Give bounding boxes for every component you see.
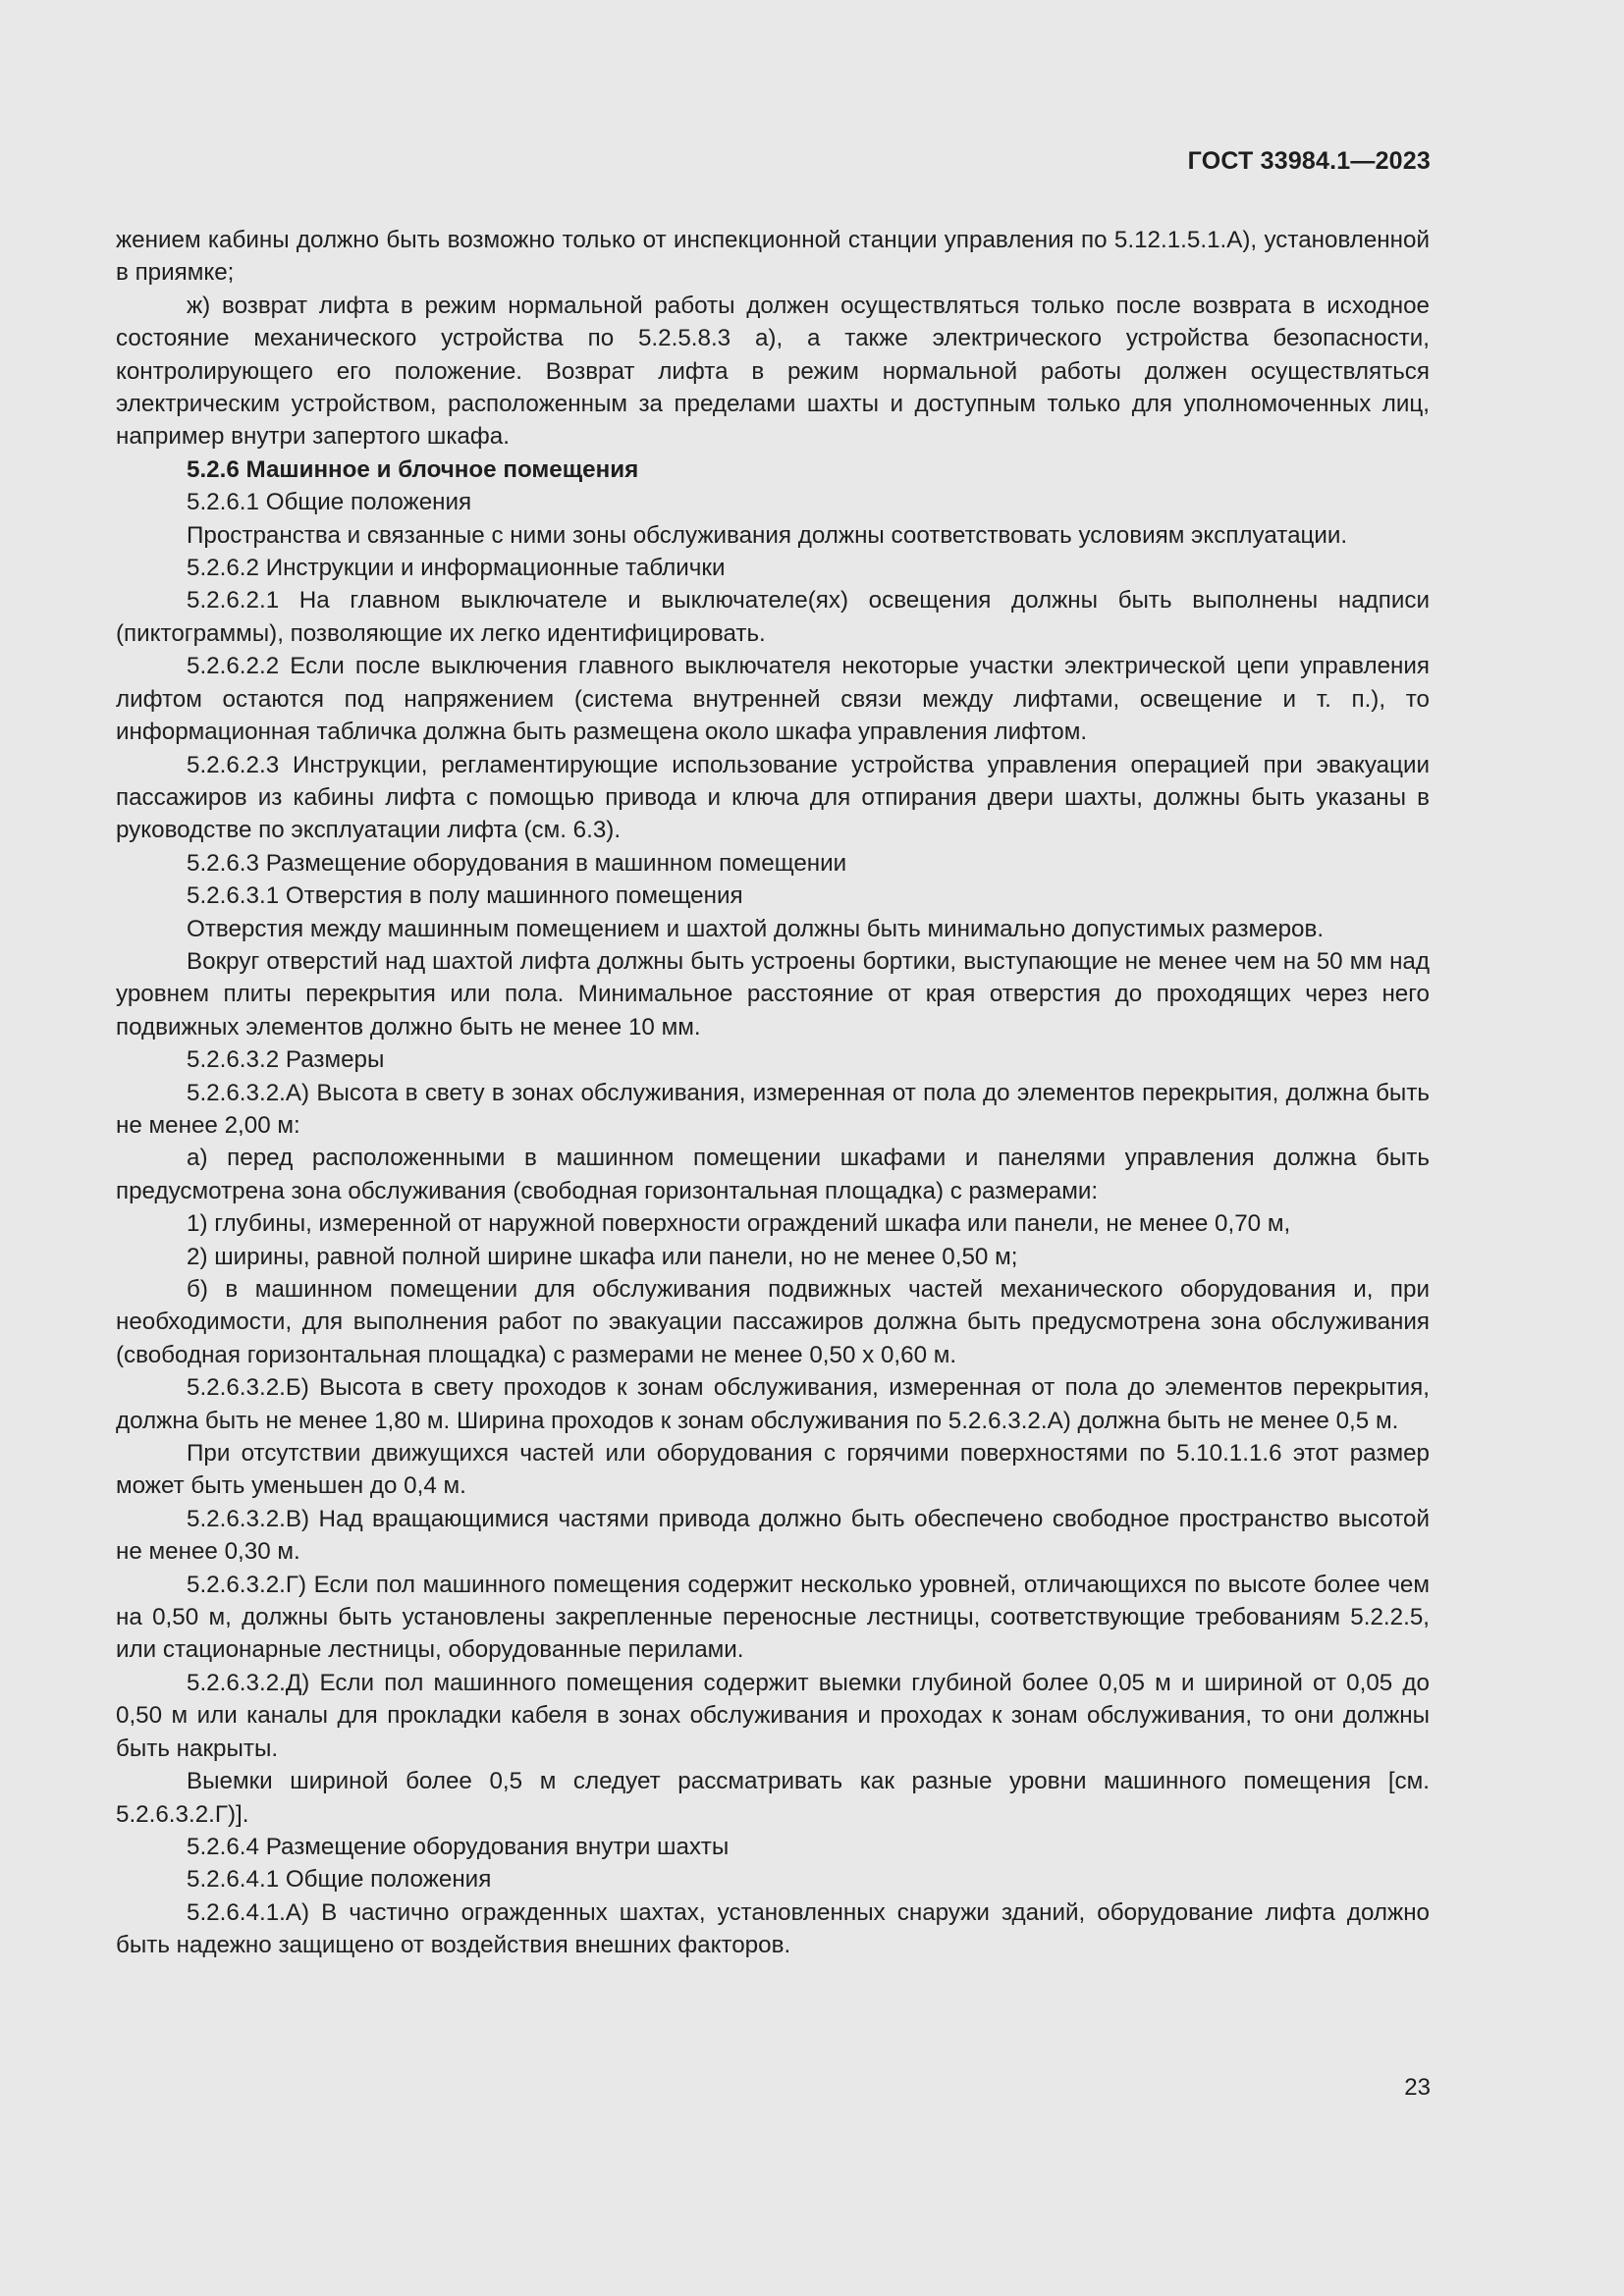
paragraph: 1) глубины, измеренной от наружной поверхности ограждений шкафа или панели, не менее 0,70 м,	[187, 1210, 1291, 1238]
paragraph: ж) возврат лифта в режим нормальной работы должен осуществляться только после возврата в исходное состояние механического устройства по 5.2.5.8.3 а), а также электрического устройства безопасности, контролирующего его положение. Возврат лифта в режим нормальной работы должен осуществляться электрическим устройством, расположенным за пределами шахты и доступным только для уполномоченных лиц, например внутри запертого шкафа.	[116, 292, 1430, 451]
section-heading: 5.2.6 Машинное и блочное помещения	[187, 455, 639, 483]
paragraph: 5.2.6.3.2.Г) Если пол машинного помещения содержит несколько уровней, отличающихся по высоте более чем на 0,50 м, должны быть установлены закрепленные переносные лестницы, соответствующие требованиям 5.2.2.5, или стационарные лестницы, оборудованные перилами.	[116, 1571, 1430, 1664]
paragraph: жением кабины должно быть возможно только от инспекционной станции управления по 5.12.1.5.1.А), установленной в приямке;	[116, 227, 1430, 287]
paragraph: 5.2.6.3.2.Б) Высота в свету проходов к зонам обслуживания, измеренная от пола до элементов перекрытия, должна быть не менее 1,80 м. Ширина проходов к зонам обслуживания по 5.2.6.3.2.А) должна быть не менее 0,5 м.	[116, 1374, 1430, 1434]
paragraph: 5.2.6.3.2.В) Над вращающимися частями привода должно быть обеспечено свободное пространство высотой не менее 0,30 м.	[116, 1505, 1430, 1566]
paragraph: 2) ширины, равной полной ширине шкафа или панели, но не менее 0,50 м;	[187, 1243, 1018, 1270]
standard-header: ГОСТ 33984.1—2023	[1187, 147, 1431, 175]
paragraph: 5.2.6.3 Размещение оборудования в машинном помещении	[187, 849, 847, 877]
paragraph: 5.2.6.4.1.А) В частично огражденных шахтах, установленных снаружи зданий, оборудование лифта должно быть надежно защищено от воздействия внешних факторов.	[116, 1898, 1430, 1959]
page-number: 23	[1404, 2074, 1431, 2101]
paragraph: 5.2.6.2.1 На главном выключателе и выключателе(ях) освещения должны быть выполнены надписи (пиктограммы), позволяющие их легко идентифицировать.	[116, 587, 1430, 647]
paragraph: б) в машинном помещении для обслуживания подвижных частей механического оборудования и, при необходимости, для выполнения работ по эвакуации пассажиров должна быть предусмотрена зона обслуживания (свободная горизонтальная площадка) с размерами не менее 0,50 х 0,60 м.	[116, 1276, 1430, 1368]
paragraph: 5.2.6.4.1 Общие положения	[187, 1866, 492, 1894]
paragraph: 5.2.6.3.2 Размеры	[187, 1046, 385, 1074]
paragraph: 5.2.6.1 Общие положения	[187, 489, 472, 516]
paragraph: 5.2.6.3.1 Отверстия в полу машинного помещения	[187, 882, 743, 910]
document-body	[116, 224, 1430, 1962]
paragraph: 5.2.6.2.3 Инструкции, регламентирующие использование устройства управления операцией при эвакуации пассажиров из кабины лифта с помощью привода и ключа для отпирания двери шахты, должны быть указаны в руководстве по эксплуатации лифта (см. 6.3).	[116, 751, 1430, 844]
paragraph: 5.2.6.2 Инструкции и информационные таблички	[187, 555, 726, 582]
paragraph: При отсутствии движущихся частей или оборудования с горячими поверхностями по 5.10.1.1.6 этот размер может быть уменьшен до 0,4 м.	[116, 1440, 1430, 1500]
paragraph: Вокруг отверстий над шахтой лифта должны быть устроены бортики, выступающие не менее чем на 50 мм над уровнем плиты перекрытия или пола. Минимальное расстояние от края отверстия до проходящих через него подвижных элементов должно быть не менее 10 мм.	[116, 947, 1430, 1041]
paragraph: а) перед расположенными в машинном помещении шкафами и панелями управления должна быть предусмотрена зона обслуживания (свободная горизонтальная площадка) с размерами:	[116, 1145, 1430, 1204]
paragraph: 5.2.6.3.2.А) Высота в свету в зонах обслуживания, измеренная от пола до элементов перекрытия, должна быть не менее 2,00 м:	[116, 1079, 1430, 1139]
paragraph: Выемки шириной более 0,5 м следует рассматривать как разные уровни машинного помещения [см. 5.2.6.3.2.Г)].	[116, 1768, 1430, 1828]
paragraph: 5.2.6.2.2 Если после выключения главного выключателя некоторые участки электрической цепи управления лифтом остаются под напряжением (система внутренней связи между лифтами, освещение и т. п.), то информационная табличка должна быть размещена около шкафа управления лифтом.	[116, 653, 1430, 746]
paragraph: 5.2.6.4 Размещение оборудования внутри шахты	[187, 1833, 730, 1860]
paragraph: Отверстия между машинным помещением и шахтой должны быть минимально допустимых размеров.	[187, 915, 1325, 942]
paragraph: 5.2.6.3.2.Д) Если пол машинного помещения содержит выемки глубиной более 0,05 м и шириной от 0,05 до 0,50 м или каналы для прокладки кабеля в зонах обслуживания и проходах к зонам обслуживания, то они должны быть накрыты.	[116, 1669, 1430, 1762]
paragraph: Пространства и связанные с ними зоны обслуживания должны соответствовать условиям эксплуатации.	[187, 521, 1348, 549]
